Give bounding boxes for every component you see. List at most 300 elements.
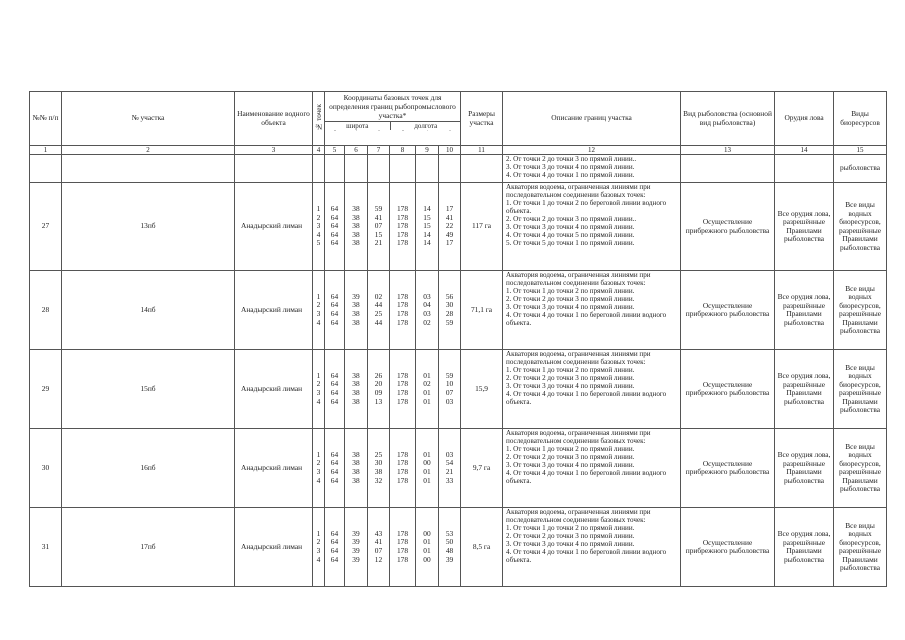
coord-cell-lon-d xyxy=(390,429,416,508)
coord-value: 178 xyxy=(396,449,409,459)
data-rows xyxy=(30,183,887,587)
coord-value: 12 xyxy=(374,554,383,564)
coord-value: 17 xyxy=(445,204,454,214)
coord-value: 64 xyxy=(330,379,339,389)
coord-value: 64 xyxy=(330,396,339,406)
row-number: 29 xyxy=(30,350,62,429)
coord-value: 15 xyxy=(423,221,431,231)
description-line: 2. От точки 2 до точки 3 по прямой линии. xyxy=(506,374,635,383)
coord-value: 39 xyxy=(352,546,360,556)
coord-cell-points xyxy=(313,508,325,587)
column-number: 15 xyxy=(834,146,887,155)
coord-cell-lon-d xyxy=(390,271,416,350)
coord-value: 59 xyxy=(445,370,454,380)
boundary-description xyxy=(503,183,681,271)
coord-value: 38 xyxy=(374,467,383,477)
header-description: Описание границ участка xyxy=(503,92,681,146)
coord-value: 01 xyxy=(423,546,431,556)
table-row xyxy=(30,271,887,350)
header-unit-symbols xyxy=(325,130,461,136)
coord-value: 49 xyxy=(445,229,454,239)
coord-value: 38 xyxy=(352,204,360,214)
coord-cell-lon-m xyxy=(416,271,439,350)
row-number: 31 xyxy=(30,508,62,587)
description-line: 2. От точки 2 до точки 3 по прямой линии. xyxy=(506,453,635,462)
coord-value: 59 xyxy=(445,317,454,327)
column-number: 8 xyxy=(390,146,416,155)
coord-value: 21 xyxy=(445,467,454,477)
coord-cell-lon-m xyxy=(416,183,439,271)
coord-value: 178 xyxy=(396,317,409,327)
coord-value: 09 xyxy=(374,388,383,398)
fishing-gear: Все орудия лова, разрешённые Правилами рыболовства xyxy=(775,350,834,429)
coord-value: 178 xyxy=(396,554,409,564)
coord-value: 178 xyxy=(396,388,409,398)
plot-number: 15пб xyxy=(62,350,235,429)
coord-value: 3 xyxy=(316,309,321,319)
table-row xyxy=(30,183,887,271)
coord-value: 44 xyxy=(374,300,383,310)
fishing-plots-table xyxy=(29,91,887,587)
coord-value: 43 xyxy=(374,528,383,538)
coord-value: 38 xyxy=(352,317,360,327)
coord-cell-lat-s xyxy=(368,429,390,508)
continuation-row xyxy=(30,155,887,183)
coord-cell-lat-d xyxy=(325,183,345,271)
table-row xyxy=(30,429,887,508)
coord-value: 38 xyxy=(352,379,360,389)
plot-size: 8,5 га xyxy=(461,508,503,587)
plot-number: 13пб xyxy=(62,183,235,271)
row-number: 30 xyxy=(30,429,62,508)
coord-value: 30 xyxy=(374,458,383,468)
fishing-gear: Все орудия лова, разрешённые Правилами рыболовства xyxy=(775,271,834,350)
coord-value: 01 xyxy=(423,370,431,380)
description-line: 3. От точки 3 до точки 4 по прямой линии. xyxy=(506,223,635,232)
header-size: Размеры участка xyxy=(461,92,503,146)
coord-cell-lon-m xyxy=(416,508,439,587)
coord-cell-lon-d xyxy=(390,183,416,271)
water-object: Анадырский лиман xyxy=(235,183,313,271)
column-number: 6 xyxy=(345,146,368,155)
description-line: 3. От точки 3 до точки 4 по прямой линии. xyxy=(506,382,635,391)
coord-cell-lat-d xyxy=(325,350,345,429)
coord-cell-lat-m xyxy=(345,350,368,429)
coord-value: 41 xyxy=(374,212,383,222)
row-number: 27 xyxy=(30,183,62,271)
coord-value: 14 xyxy=(423,229,431,239)
coord-value: 3 xyxy=(316,546,321,556)
description-line: 2. От точки 2 до точки 3 по прямой линии.. xyxy=(506,155,637,164)
water-object: Анадырский лиман xyxy=(235,350,313,429)
coord-value: 178 xyxy=(396,204,409,214)
bioresource-species: Все виды водных биоресурсов, разрешённые Правилами рыболовства xyxy=(834,183,887,271)
coord-value: 07 xyxy=(445,388,454,398)
bioresource-species: Все виды водных биоресурсов, разрешённые Правилами рыболовства xyxy=(834,429,887,508)
coord-value: 64 xyxy=(330,317,339,327)
coord-value: 64 xyxy=(330,528,339,538)
coord-cell-lat-s xyxy=(368,271,390,350)
coord-value: 38 xyxy=(352,370,360,380)
fishing-gear: Все орудия лова, разрешённые Правилами рыболовства xyxy=(775,183,834,271)
bioresource-species: Все виды водных биоресурсов, разрешённые Правилами рыболовства xyxy=(834,271,887,350)
coord-value: 1 xyxy=(316,204,321,214)
description-line: 3. От точки 3 до точки 4 по прямой линии. xyxy=(506,163,635,172)
column-number: 4 xyxy=(313,146,325,155)
coord-value: 38 xyxy=(352,309,360,319)
column-number: 10 xyxy=(439,146,461,155)
unit-symbol: " xyxy=(377,129,381,135)
coord-value: 64 xyxy=(330,309,339,319)
coord-value: 38 xyxy=(352,458,360,468)
boundary-description xyxy=(503,350,681,429)
header-gear: Орудия лова xyxy=(775,92,834,146)
coord-value: 178 xyxy=(396,467,409,477)
coord-value: 64 xyxy=(330,475,339,485)
unit-symbol: ' xyxy=(356,129,357,135)
coord-cell-points xyxy=(313,183,325,271)
description-line: 4. От точки 4 до точки 1 по береговой линии водного объекта. xyxy=(506,311,667,328)
description-line: 1. От точки 1 до точки 2 по прямой линии. xyxy=(506,524,635,533)
column-number: 2 xyxy=(62,146,235,155)
coord-value: 21 xyxy=(374,238,383,248)
fishing-gear: Все орудия лова, разрешённые Правилами рыболовства xyxy=(775,508,834,587)
plot-number: 16пб xyxy=(62,429,235,508)
coord-value: 38 xyxy=(352,300,360,310)
coord-value: 03 xyxy=(445,396,454,406)
coord-value: 64 xyxy=(330,537,339,547)
description-line: 2. От точки 2 до точки 3 по прямой линии. xyxy=(506,295,635,304)
coord-value: 1 xyxy=(316,449,321,459)
coord-value: 38 xyxy=(352,396,360,406)
column-number: 13 xyxy=(681,146,775,155)
coord-value: 4 xyxy=(316,475,321,485)
coord-value: 38 xyxy=(352,229,360,239)
header-row xyxy=(30,92,887,146)
unit-symbol: ° xyxy=(334,129,336,135)
description-line: Акватория водоема, ограниченная линиями при последовательном соединении базовых точек: xyxy=(506,350,651,367)
coord-value: 41 xyxy=(374,537,383,547)
header-points xyxy=(313,92,325,146)
coord-value: 64 xyxy=(330,370,339,380)
coord-value: 1 xyxy=(316,528,321,538)
coord-cell-lon-s xyxy=(439,429,461,508)
column-number: 9 xyxy=(416,146,439,155)
plot-size: 15,9 xyxy=(461,350,503,429)
coord-value: 07 xyxy=(374,546,383,556)
coord-value: 20 xyxy=(374,379,383,389)
coord-value: 64 xyxy=(330,221,339,231)
coord-value: 2 xyxy=(316,300,321,310)
unit-symbol: ° xyxy=(402,129,405,135)
coord-cell-lat-s xyxy=(368,350,390,429)
continuation-description xyxy=(503,155,681,183)
header-water-object: Наименование водного объекта xyxy=(235,92,313,146)
column-numbers-row xyxy=(30,146,887,155)
coord-value: 3 xyxy=(316,221,321,231)
coord-cell-lat-d xyxy=(325,508,345,587)
coord-value: 38 xyxy=(352,238,360,248)
coord-value: 4 xyxy=(316,229,321,239)
header-coordinates xyxy=(325,92,461,146)
coord-value: 3 xyxy=(316,467,321,477)
coord-value: 178 xyxy=(396,379,409,389)
column-number: 14 xyxy=(775,146,834,155)
coord-value: 53 xyxy=(445,528,454,538)
coord-value: 1 xyxy=(316,370,321,380)
coord-cell-lat-m xyxy=(345,271,368,350)
header-latitude: широта xyxy=(325,121,390,130)
coord-value: 64 xyxy=(330,229,339,239)
water-object: Анадырский лиман xyxy=(235,508,313,587)
coord-value: 30 xyxy=(445,300,454,310)
description-line: Акватория водоема, ограниченная линиями при последовательном соединении базовых точек: xyxy=(506,183,651,200)
coord-value: 25 xyxy=(374,309,383,319)
coord-value: 178 xyxy=(396,221,409,231)
coord-value: 64 xyxy=(330,291,339,301)
bioresource-species: Все виды водных биоресурсов, разрешённые Правилами рыболовства xyxy=(834,508,887,587)
coord-value: 38 xyxy=(352,388,360,398)
column-number: 1 xyxy=(30,146,62,155)
coord-value: 33 xyxy=(445,475,454,485)
description-line: 4. От точки 4 до точки 1 по береговой линии водного объекта. xyxy=(506,469,667,486)
fishing-type: Осуществление прибрежного рыболовства xyxy=(681,429,775,508)
coord-value: 39 xyxy=(352,291,360,301)
coord-value: 64 xyxy=(330,467,339,477)
coord-value: 178 xyxy=(396,229,409,239)
description-line: 4. От точки 4 до точки 1 по прямой линии. xyxy=(506,171,635,180)
header-coordinates-title: Координаты базовых точек для определения границ рыбопромыслового участка* xyxy=(329,93,456,120)
header-longitude: долгота xyxy=(390,121,461,130)
coord-cell-lon-s xyxy=(439,183,461,271)
plot-size: 117 га xyxy=(461,183,503,271)
description-line: 4. От точки 4 до точки 5 по прямой линии. xyxy=(506,231,635,240)
coord-cell-points xyxy=(313,350,325,429)
coord-value: 64 xyxy=(330,204,339,214)
header-fishing-type: Вид рыболовства (основной вид рыболовства) xyxy=(681,92,775,146)
coord-value: 38 xyxy=(352,475,360,485)
fishing-type: Осуществление прибрежного рыболовства xyxy=(681,271,775,350)
coord-value: 3 xyxy=(316,388,321,398)
coord-value: 64 xyxy=(330,546,339,556)
plot-number: 14пб xyxy=(62,271,235,350)
coord-value: 178 xyxy=(396,212,409,222)
coord-value: 178 xyxy=(396,458,409,468)
description-line: 3. От точки 3 до точки 4 по прямой линии. xyxy=(506,461,635,470)
plot-number: 17пб xyxy=(62,508,235,587)
coord-value: 25 xyxy=(374,449,383,459)
coord-value: 48 xyxy=(445,546,454,556)
fishing-gear: Все орудия лова, разрешённые Правилами рыболовства xyxy=(775,429,834,508)
water-object: Анадырский лиман xyxy=(235,271,313,350)
coord-value: 38 xyxy=(352,212,360,222)
header-num: №№ п/п xyxy=(30,92,62,146)
coord-value: 44 xyxy=(374,317,383,327)
coord-cell-lon-d xyxy=(390,350,416,429)
coord-cell-lat-s xyxy=(368,183,390,271)
coord-value: 38 xyxy=(352,221,360,231)
coord-value: 38 xyxy=(352,449,360,459)
coord-value: 178 xyxy=(396,475,409,485)
coord-value: 50 xyxy=(445,537,454,547)
coord-value: 39 xyxy=(352,537,360,547)
header-species: Виды биоресурсов xyxy=(834,92,887,146)
unit-symbol: " xyxy=(449,129,452,135)
coord-value: 178 xyxy=(396,396,409,406)
header-points-label: № точек xyxy=(315,103,323,131)
fishing-type: Осуществление прибрежного рыболовства xyxy=(681,508,775,587)
coord-value: 4 xyxy=(316,317,321,327)
coord-cell-points xyxy=(313,429,325,508)
coord-value: 5 xyxy=(316,238,321,248)
boundary-description xyxy=(503,508,681,587)
header-plot: № участка xyxy=(62,92,235,146)
coord-value: 38 xyxy=(352,467,360,477)
description-line: Акватория водоема, ограниченная линиями при последовательном соединении базовых точек: xyxy=(506,429,651,446)
coord-value: 13 xyxy=(374,396,383,406)
coord-value: 26 xyxy=(374,370,383,380)
coord-cell-lat-d xyxy=(325,429,345,508)
table-row xyxy=(30,508,887,587)
coord-cell-lon-m xyxy=(416,350,439,429)
coord-value: 00 xyxy=(423,528,431,538)
column-number: 11 xyxy=(461,146,503,155)
coord-value: 1 xyxy=(316,291,321,301)
column-number: 3 xyxy=(235,146,313,155)
coord-value: 01 xyxy=(423,475,431,485)
coord-value: 2 xyxy=(316,212,321,222)
plot-size: 71,1 га xyxy=(461,271,503,350)
coord-value: 178 xyxy=(396,537,409,547)
description-line: 2. От точки 2 до точки 3 по прямой линии.. xyxy=(506,215,637,224)
coord-value: 32 xyxy=(374,475,383,485)
coord-value: 64 xyxy=(330,300,339,310)
column-number: 12 xyxy=(503,146,681,155)
coord-value: 64 xyxy=(330,388,339,398)
coord-value: 10 xyxy=(445,379,454,389)
description-line: 4. От точки 4 до точки 1 по береговой линии водного объекта. xyxy=(506,548,667,565)
coord-value: 04 xyxy=(423,300,431,310)
row-number: 28 xyxy=(30,271,62,350)
coord-value: 2 xyxy=(316,379,321,389)
coord-value: 14 xyxy=(423,238,431,248)
coord-value: 4 xyxy=(316,396,321,406)
continuation-species: рыболовства xyxy=(834,155,887,183)
fishing-type: Осуществление прибрежного рыболовства xyxy=(681,183,775,271)
table-row xyxy=(30,350,887,429)
coord-cell-lat-m xyxy=(345,183,368,271)
coord-cell-lat-s xyxy=(368,508,390,587)
coord-value: 01 xyxy=(423,449,431,459)
description-line: Акватория водоема, ограниченная линиями при последовательном соединении базовых точек: xyxy=(506,271,651,288)
coord-value: 03 xyxy=(423,291,431,301)
coord-value: 02 xyxy=(423,317,431,327)
description-line: 4. От точки 4 до точки 1 по береговой линии водного объекта. xyxy=(506,390,667,407)
coord-value: 178 xyxy=(396,238,409,248)
boundary-description xyxy=(503,271,681,350)
coord-value: 178 xyxy=(396,291,409,301)
boundary-description xyxy=(503,429,681,508)
coord-value: 03 xyxy=(423,309,431,319)
coord-value: 00 xyxy=(423,554,431,564)
coord-value: 00 xyxy=(423,458,431,468)
coord-cell-lat-m xyxy=(345,508,368,587)
coord-cell-lon-d xyxy=(390,508,416,587)
bioresource-species: Все виды водных биоресурсов, разрешённые Правилами рыболовства xyxy=(834,350,887,429)
coord-value: 64 xyxy=(330,458,339,468)
coord-value: 28 xyxy=(445,309,454,319)
coord-value: 178 xyxy=(396,528,409,538)
coord-value: 07 xyxy=(374,221,383,231)
coord-value: 2 xyxy=(316,537,321,547)
coord-value: 01 xyxy=(423,396,431,406)
coord-value: 178 xyxy=(396,309,409,319)
coord-value: 39 xyxy=(445,554,454,564)
description-line: 2. От точки 2 до точки 3 по прямой линии. xyxy=(506,532,635,541)
column-number: 5 xyxy=(325,146,345,155)
coord-cell-lon-s xyxy=(439,508,461,587)
coord-value: 01 xyxy=(423,388,431,398)
coord-cell-points xyxy=(313,271,325,350)
coord-value: 178 xyxy=(396,370,409,380)
coord-value: 39 xyxy=(352,554,360,564)
coord-value: 03 xyxy=(445,449,454,459)
coord-value: 178 xyxy=(396,300,409,310)
coord-value: 64 xyxy=(330,238,339,248)
coord-value: 02 xyxy=(423,379,431,389)
water-object: Анадырский лиман xyxy=(235,429,313,508)
coord-cell-lon-m xyxy=(416,429,439,508)
coord-value: 15 xyxy=(423,212,431,222)
description-line: 3. От точки 3 до точки 4 по прямой линии. xyxy=(506,540,635,549)
coord-value: 01 xyxy=(423,467,431,477)
column-number: 7 xyxy=(368,146,390,155)
description-line: 5. От точки 5 до точки 1 по прямой линии. xyxy=(506,239,635,248)
description-line: 1. От точки 1 до точки 2 по прямой линии. xyxy=(506,366,635,375)
header-coordinates-sub xyxy=(325,121,461,136)
description-line: 1. От точки 1 до точки 2 по береговой линии водного объекта. xyxy=(506,199,667,216)
coord-value: 41 xyxy=(445,212,454,222)
coord-value: 02 xyxy=(374,291,383,301)
coord-value: 39 xyxy=(352,528,360,538)
coord-value: 17 xyxy=(445,238,454,248)
unit-symbol: ' xyxy=(427,129,428,135)
description-line: Акватория водоема, ограниченная линиями при последовательном соединении базовых точек: xyxy=(506,508,651,525)
coord-value: 54 xyxy=(445,458,454,468)
description-line: 1. От точки 1 до точки 2 по прямой линии. xyxy=(506,287,635,296)
coord-value: 64 xyxy=(330,554,339,564)
plot-size: 9,7 га xyxy=(461,429,503,508)
coord-cell-lat-d xyxy=(325,271,345,350)
description-line: 1. От точки 1 до точки 2 по прямой линии. xyxy=(506,445,635,454)
coord-value: 178 xyxy=(396,546,409,556)
coord-cell-lat-m xyxy=(345,429,368,508)
coord-cell-lon-s xyxy=(439,350,461,429)
coord-value: 64 xyxy=(330,449,339,459)
coord-cell-lon-s xyxy=(439,271,461,350)
coord-value: 15 xyxy=(374,229,383,239)
coord-value: 59 xyxy=(374,204,383,214)
coord-value: 22 xyxy=(445,221,454,231)
description-line: 3. От точки 3 до точки 4 по прямой линии. xyxy=(506,303,635,312)
coord-value: 56 xyxy=(445,291,454,301)
coord-value: 01 xyxy=(423,537,431,547)
coord-value: 64 xyxy=(330,212,339,222)
coord-value: 14 xyxy=(423,204,431,214)
fishing-type: Осуществление прибрежного рыболовства xyxy=(681,350,775,429)
coord-value: 2 xyxy=(316,458,321,468)
coord-value: 4 xyxy=(316,554,321,564)
